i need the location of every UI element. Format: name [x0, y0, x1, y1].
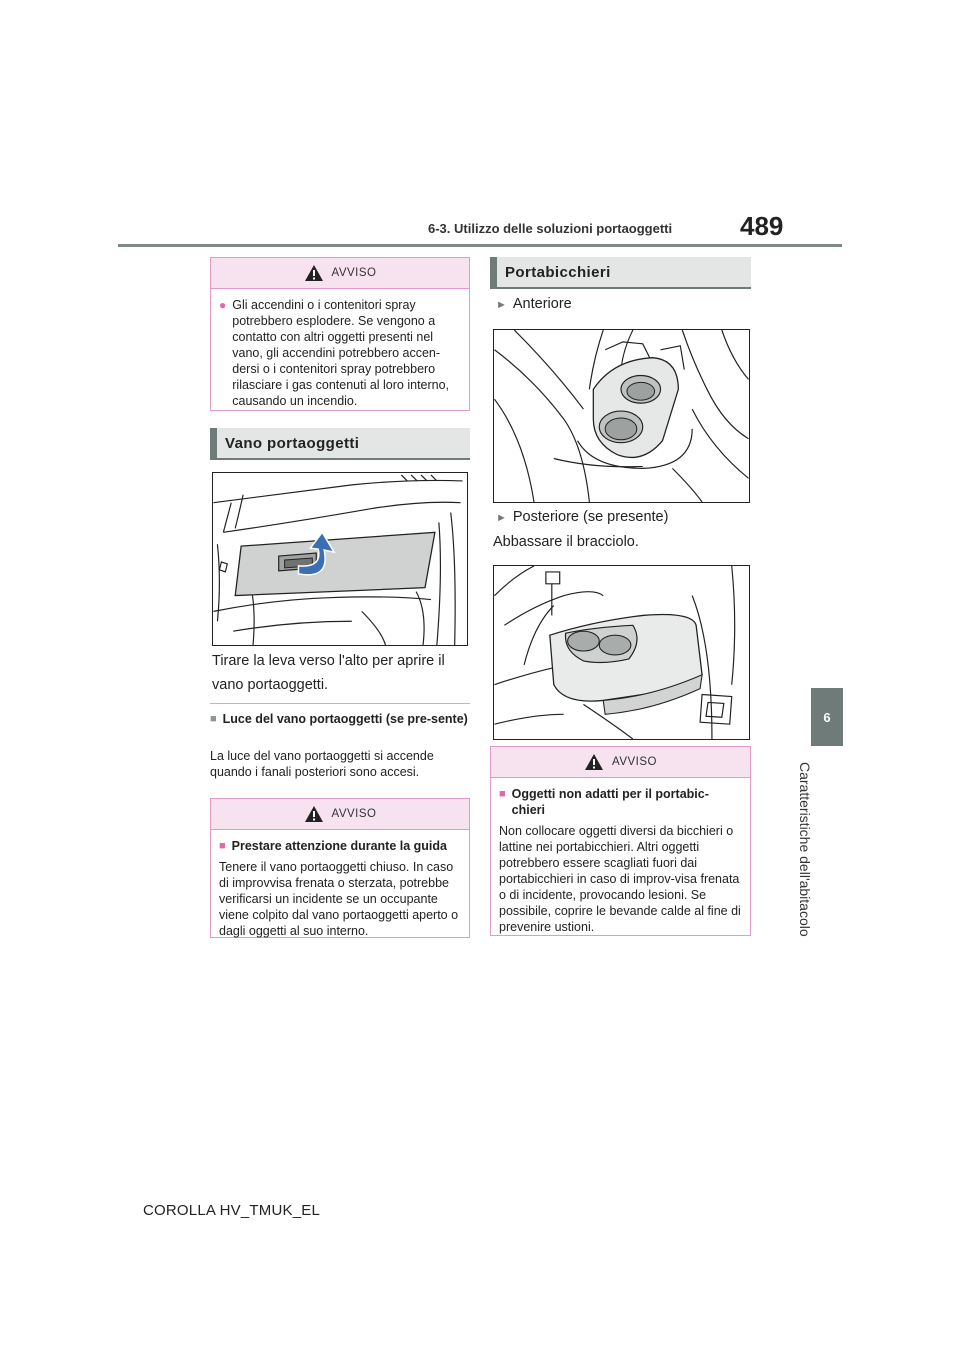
- section-cupholders: [490, 257, 751, 289]
- warning-header: [211, 258, 469, 289]
- warning-box-cupholders: [490, 746, 751, 936]
- warning-label: AVVISO: [331, 267, 377, 279]
- subheading-light: [210, 711, 470, 727]
- front-label: [496, 292, 572, 317]
- warning-header: [211, 799, 469, 830]
- warning-label: AVVISO: [331, 808, 377, 820]
- warning-triangle-icon: [584, 753, 604, 771]
- glovebox-caption: Tirare la leva verso l'alto per aprire il vano portaoggetti.: [212, 653, 445, 693]
- chapter-tab[interactable]: 6: [811, 688, 843, 746]
- rear-label: [496, 505, 668, 530]
- section-rule: [210, 458, 470, 460]
- chapter-title-vertical: Caratteristiche dell'abitacolo: [797, 762, 813, 937]
- front-label-text: Anteriore: [512, 296, 572, 312]
- footer-model: COROLLA HV_TMUK_EL: [143, 1202, 320, 1219]
- light-description: La luce del vano portaoggetti si accende quando i fanali posteriori sono accesi.: [210, 749, 434, 779]
- warning-triangle-icon: [304, 264, 324, 282]
- bullet-square-icon: ■: [499, 788, 506, 800]
- page-number: 489: [740, 211, 784, 241]
- bullet-square-icon: ■: [219, 840, 226, 852]
- warning-text: Tenere il vano portaoggetti chiuso. In caso di improvvisa frenata o sterzata, potrebbe verificarsi un incidente se un occupante viene colpito dal vano portaoggetti aperto o dagli oggetti al suo interno.: [219, 860, 459, 938]
- section-rule: [490, 287, 751, 289]
- bullet-square-icon: ■: [210, 713, 217, 725]
- section-title: Portabicchieri: [490, 257, 751, 287]
- warning-text: Non collocare oggetti diversi da bicchieri o lattine nei portabicchieri. Altri oggetti potrebbero essere scagliati fuori dai portabicchieri in caso di improv-visa frenata o di incidente, provocando lesioni. Se possibile, coprire le bevande calde al fine di prevenire ustioni.: [499, 824, 741, 934]
- glovebox-illustration: [212, 472, 468, 646]
- warning-triangle-icon: [304, 805, 324, 823]
- header-divider: [118, 244, 842, 247]
- warning-title: Prestare attenzione durante la guida: [231, 839, 447, 853]
- warning-label: AVVISO: [612, 756, 657, 768]
- warning-text: Gli accendini o i contenitori spray potrebbero esplodere. Se vengono a contatto con altri oggetti presenti nel vano, gli accendini potrebbero accen-dersi o i contenitori spray potrebbero rilasciare i gas contenuti al loro interno, causando un incendio.: [232, 298, 450, 408]
- header-section-title: 6-3. Utilizzo delle soluzioni portaoggetti: [428, 221, 673, 236]
- warning-title: Oggetti non adatti per il portabic-chieri: [511, 787, 709, 817]
- warning-box-driving: [210, 798, 470, 938]
- divider: [210, 703, 470, 704]
- arrow-right-icon: ►: [496, 299, 507, 311]
- rear-cupholder-drawing: [494, 566, 749, 739]
- warning-header: [491, 747, 750, 778]
- rear-instruction: Abbassare il bracciolo.: [493, 534, 639, 550]
- bullet-dot-icon: ●: [219, 298, 227, 312]
- arrow-right-icon: ►: [496, 512, 507, 524]
- glovebox-drawing: [213, 473, 467, 645]
- front-cupholder-illustration: [493, 329, 750, 503]
- rear-cupholder-illustration: [493, 565, 750, 740]
- rear-label-text: Posteriore (se presente): [512, 509, 669, 525]
- warning-box-lighters: [210, 257, 470, 411]
- front-cupholder-drawing: [494, 330, 749, 502]
- subheading-text: Luce del vano portaoggetti (se pre-sente): [222, 712, 468, 726]
- section-title: Vano portaoggetti: [210, 428, 470, 458]
- section-glovebox: [210, 428, 470, 460]
